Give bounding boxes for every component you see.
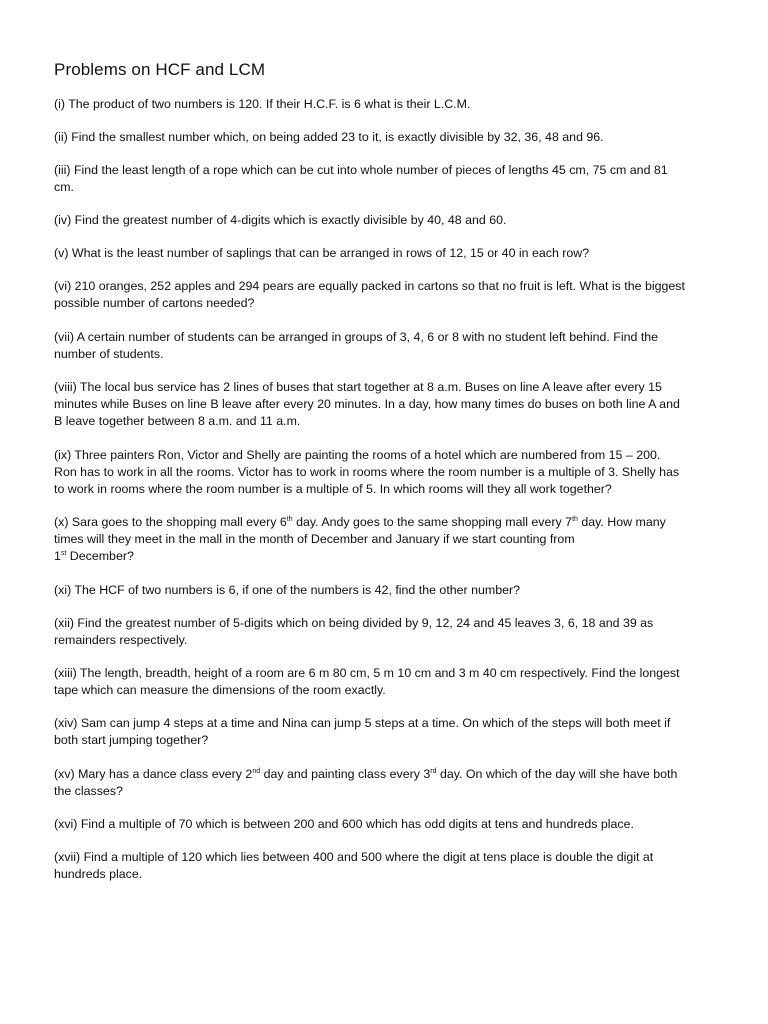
problem-10-sup-2: th [572, 515, 578, 523]
problem-10 [54, 514, 686, 565]
problem-6: (vi) 210 oranges, 252 apples and 294 pears are equally packed in cartons so that no fruit is left. What is the biggest possible number of cartons needed? [54, 279, 685, 310]
problem-10-part-4: 1 [54, 549, 61, 563]
problem-13: (xiii) The length, breadth, height of a room are 6 m 80 cm, 5 m 10 cm and 3 m 40 cm respectively. Find the longest tape which can measure the dimensions of the room exactly. [54, 666, 680, 697]
problem-15-part-3: day. On which of the day will she have both the classes? [54, 767, 678, 798]
problem-8: (viii) The local bus service has 2 lines of buses that start together at 8 a.m. Buses on line A leave after every 15 minutes while Buses on line B leave after every 20 minutes. In a day, how many times do buses on both line A and B leave together between 8 a.m. and 11 a.m. [54, 380, 680, 428]
problem-9: (ix) Three painters Ron, Victor and Shelly are painting the rooms of a hotel which are numbered from 15 – 200. Ron has to work in all the rooms. Victor has to work in rooms where the room number is a multiple of 3. Shelly has to work in rooms where the room number is a multiple of 5. In which rooms will they all work together? [54, 448, 680, 496]
problem-7: (vii) A certain number of students can be arranged in groups of 3, 4, 6 or 8 with no student left behind. Find the number of students. [54, 330, 659, 361]
problem-10-part-3: day. How many times will they meet in the mall in the month of December and January if we start counting from [54, 515, 666, 546]
problem-2: (ii) Find the smallest number which, on being added 23 to it, is exactly divisible by 32, 36, 48 and 96. [54, 130, 604, 144]
page-title: Problems on HCF and LCM [54, 60, 266, 79]
problem-15 [54, 766, 686, 800]
problem-10-part-2: day. Andy goes to the same shopping mall every 7 [292, 515, 573, 529]
problem-1: (i) The product of two numbers is 120. If their H.C.F. is 6 what is their L.C.M. [54, 97, 471, 111]
problem-5: (v) What is the least number of saplings that can be arranged in rows of 12, 15 or 40 in each row? [54, 246, 590, 260]
problem-4: (iv) Find the greatest number of 4-digits which is exactly divisible by 40, 48 and 60. [54, 213, 507, 227]
problem-11: (xi) The HCF of two numbers is 6, if one of the numbers is 42, find the other number? [54, 583, 521, 597]
problem-17: (xvii) Find a multiple of 120 which lies between 400 and 500 where the digit at tens place is double the digit at hundreds place. [54, 850, 654, 881]
problem-16: (xvi) Find a multiple of 70 which is between 200 and 600 which has odd digits at tens and hundreds place. [54, 817, 634, 831]
problem-12: (xii) Find the greatest number of 5-digits which on being divided by 9, 12, 24 and 45 leaves 3, 6, 18 and 39 as remainders respectively. [54, 616, 654, 647]
problem-10-sup-1: th [286, 515, 293, 523]
problem-14: (xiv) Sam can jump 4 steps at a time and Nina can jump 5 steps at a time. On which of the steps will both meet if both start jumping together? [54, 716, 671, 747]
problem-15-sup-2: rd [430, 767, 437, 775]
problem-10-part-1: (x) Sara goes to the shopping mall every 6 [54, 515, 287, 529]
problem-10-part-5: December? [66, 549, 134, 563]
problem-15-part-2: day and painting class every 3 [260, 767, 431, 781]
problem-15-sup-1: nd [252, 767, 261, 775]
problem-15-part-1: (xv) Mary has a dance class every 2 [54, 767, 253, 781]
problem-3: (iii) Find the least length of a rope which can be cut into whole number of pieces of lengths 45 cm, 75 cm and 81 cm. [54, 163, 668, 194]
problem-10-sup-3: st [60, 549, 67, 557]
